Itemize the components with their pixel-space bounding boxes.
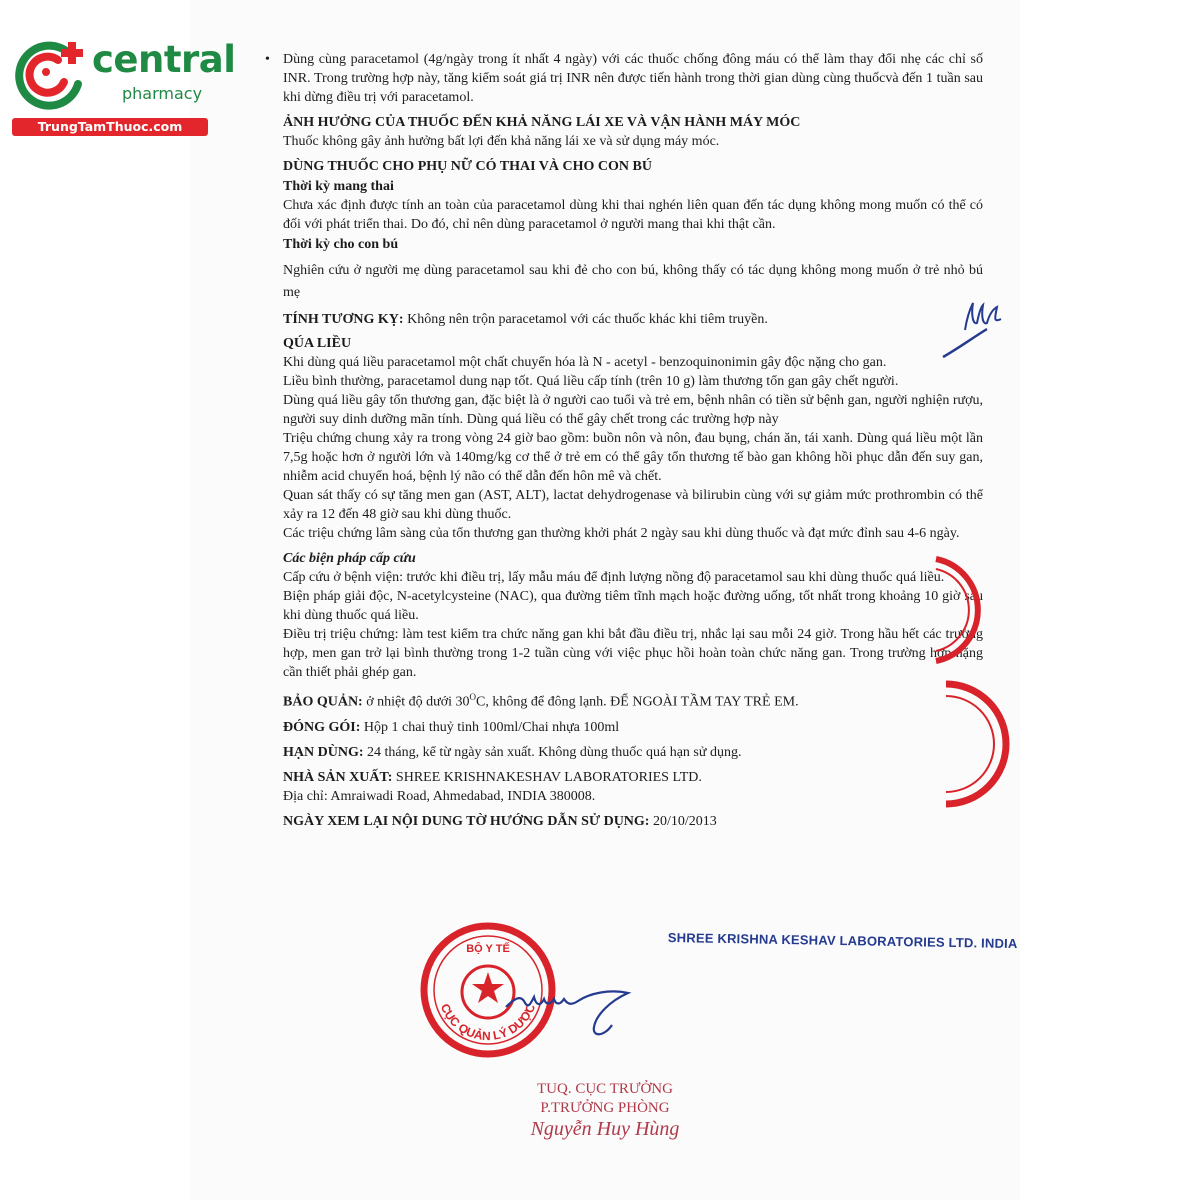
emergency-subheading: Các biện pháp cấp cứu <box>283 551 416 566</box>
expiry-label: HẠN DÙNG: <box>283 744 364 760</box>
expiry-text: 24 tháng, kể từ ngày sản xuất. Không dùng thuốc quá hạn sử dụng. <box>363 744 742 760</box>
logo-subtitle: pharmacy <box>122 84 203 103</box>
review-date: 20/10/2013 <box>649 813 717 829</box>
address-line: Địa chỉ: Amraiwadi Road, Ahmedabad, INDIA 380008. <box>283 788 596 804</box>
overdose-paragraph-4: Triệu chứng chung xảy ra trong vòng 24 giờ bao gồm: buồn nôn và nôn, đau bụng, chán ăn, tái xanh. Dùng quá liều một lần 7,5g hoặc hơn ở người lớn và 140mg/kg cơ thể ở trẻ em có thể gây tổn thương tế bào gan không hồi phục dẫn đến suy gan, nhiễm acid chuyển hoá, bệnh lý não có thể dẫn đến hôn mê và chết. <box>283 431 983 484</box>
manufacturer-label: NHÀ SẢN XUẤT: <box>283 769 393 785</box>
storage-line <box>283 688 983 712</box>
pregnancy-text: Chưa xác định được tính an toàn của paracetamol dùng khi thai nghén liên quan đến tác dụng không mong muốn có thể có đối với phát triển thai. Do đó, chỉ nên dùng paracetamol ở người mang thai khi thật cần. <box>283 198 983 232</box>
manufacturer-text: SHREE KRISHNAKESHAV LABORATORIES LTD. <box>392 769 702 785</box>
overdose-heading: QÚA LIỀU <box>283 336 352 351</box>
lactation-text: Nghiên cứu ở người mẹ dùng paracetamol sau khi đẻ cho con bú, không thấy có tác dụng không mong muốn ở trẻ nhỏ bú mẹ <box>283 263 983 300</box>
initials-signature <box>935 295 1015 365</box>
packing-line <box>283 718 983 737</box>
seal-ring-text: CỤC QUẢN LÝ DƯỢC <box>437 1001 539 1044</box>
official-signature <box>500 965 660 1055</box>
official-title-2: P.TRƯỞNG PHÒNG <box>540 1100 670 1116</box>
overdose-paragraph-1: Khi dùng quá liều paracetamol một chất chuyển hóa là N - acetyl - benzoquinonimin gây độc nặng cho gan. <box>283 355 887 370</box>
compatibility-line <box>283 310 983 329</box>
logo-url[interactable]: TrungTamThuoc.com <box>12 118 208 136</box>
packing-label: ĐÓNG GÓI: <box>283 719 361 735</box>
storage-superscript: O <box>469 692 477 702</box>
pregnancy-heading: DÙNG THUỐC CHO PHỤ NỮ CÓ THAI VÀ CHO CON BÚ <box>283 159 652 174</box>
emergency-paragraph-1: Cấp cứu ở bệnh viện: trước khi điều trị, lấy mẫu máu để định lượng nồng độ paracetamol sau khi dùng thuốc quá liều. <box>283 570 945 585</box>
logo-name: central <box>92 38 236 81</box>
inr-text: Dùng cùng paracetamol (4g/ngày trong ít nhất 4 ngày) với các thuốc chống đông máu có thể làm thay đổi nhẹ các chỉ số INR. Trong trường hợp này, tăng kiểm soát giá trị INR nên được tiến hành trong thời gian dùng cùng thuốcvà đến 1 tuần sau khi dừng điều trị với paracetamol. <box>283 52 983 105</box>
company-stamp: SHREE KRISHNA KESHAV LABORATORIES LTD. INDIA <box>667 930 1018 952</box>
official-title-1: TUQ. CỤC TRƯỞNG <box>537 1081 673 1097</box>
expiry-line <box>283 743 983 762</box>
review-date-line <box>283 812 983 831</box>
emergency-paragraph-2: Biện pháp giải độc, N-acetylcysteine (NAC), qua đường tiêm tĩnh mạch hoặc đường uống, tốt nhất trong khoảng 10 giờ sau khi dùng thuốc quá liều. <box>283 589 983 623</box>
packing-text: Hộp 1 chai thuỷ tinh 100ml/Chai nhựa 100ml <box>360 719 620 735</box>
overdose-paragraph-6: Các triệu chứng lâm sàng của tổn thương gan thường khởi phát 2 ngày sau khi dùng thuốc và đạt mức đỉnh sau 4-6 ngày. <box>283 526 960 541</box>
official-name: Nguyễn Huy Hùng <box>530 1118 680 1140</box>
partial-seal-upper <box>928 555 988 665</box>
overdose-paragraph-3: Dùng quá liều gây tổn thương gan, đặc biệt là ở người cao tuổi và trẻ em, bệnh nhân có tiền sử bệnh gan, người nghiện rượu, người suy dinh dưỡng mãn tính. Dùng quá liều có thể gây chết trong các trường hợp này <box>283 393 983 427</box>
bullet-dot: • <box>265 52 270 67</box>
pregnancy-subheading: Thời kỳ mang thai <box>283 179 394 194</box>
inr-paragraph <box>265 50 983 107</box>
lactation-subheading: Thời kỳ cho con bú <box>283 237 399 252</box>
storage-label: BẢO QUẢN: <box>283 694 363 710</box>
central-pharmacy-logo[interactable] <box>12 36 236 136</box>
storage-text-a: ở nhiệt độ dưới 30 <box>362 694 470 710</box>
storage-text-b: C, không để đông lạnh. ĐỂ NGOÀI TẦM TAY TRẺ EM. <box>476 694 799 710</box>
emergency-paragraph-3: Điều trị triệu chứng: làm test kiểm tra chức năng gan khi bắt đầu điều trị, nhắc lại sau mỗi 24 giờ. Trong hầu hết các trường hợp, men gan trở lại bình thường trong 1-2 tuần cùng với việc phục hồi hoàn toàn chức năng gan. Trong trường hợp nặng cần thiết phải ghép gan. <box>283 627 983 680</box>
review-label: NGÀY XEM LẠI NỘI DUNG TỜ HƯỚNG DẪN SỬ DỤNG: <box>283 813 650 829</box>
partial-seal-lower <box>940 680 1010 810</box>
manufacturer-line <box>283 768 983 787</box>
pharmacy-cross-icon <box>12 36 92 116</box>
leaflet-text <box>265 50 983 831</box>
official-signatory <box>500 1080 710 1139</box>
overdose-paragraph-2: Liều bình thường, paracetamol dung nạp tốt. Quá liều cấp tính (trên 10 g) làm thương tổn gan gây chết người. <box>283 374 899 389</box>
driving-text: Thuốc không gây ảnh hưởng bất lợi đến khả năng lái xe và sử dụng máy móc. <box>283 134 720 149</box>
compatibility-text: Không nên trộn paracetamol với các thuốc khác khi tiêm truyền. <box>403 312 768 327</box>
compatibility-label: TÍNH TƯƠNG KỴ: <box>283 312 404 327</box>
driving-heading: ẢNH HƯỞNG CỦA THUỐC ĐẾN KHẢ NĂNG LÁI XE VÀ VẬN HÀNH MÁY MÓC <box>283 115 801 130</box>
seal-top-text: BỘ Y TẾ <box>466 943 510 955</box>
overdose-paragraph-5: Quan sát thấy có sự tăng men gan (AST, ALT), lactat dehydrogenase và bilirubin cùng với sự giảm mức prothrombin có thể xảy ra 12 đến 48 giờ sau khi dùng thuốc. <box>283 488 983 522</box>
